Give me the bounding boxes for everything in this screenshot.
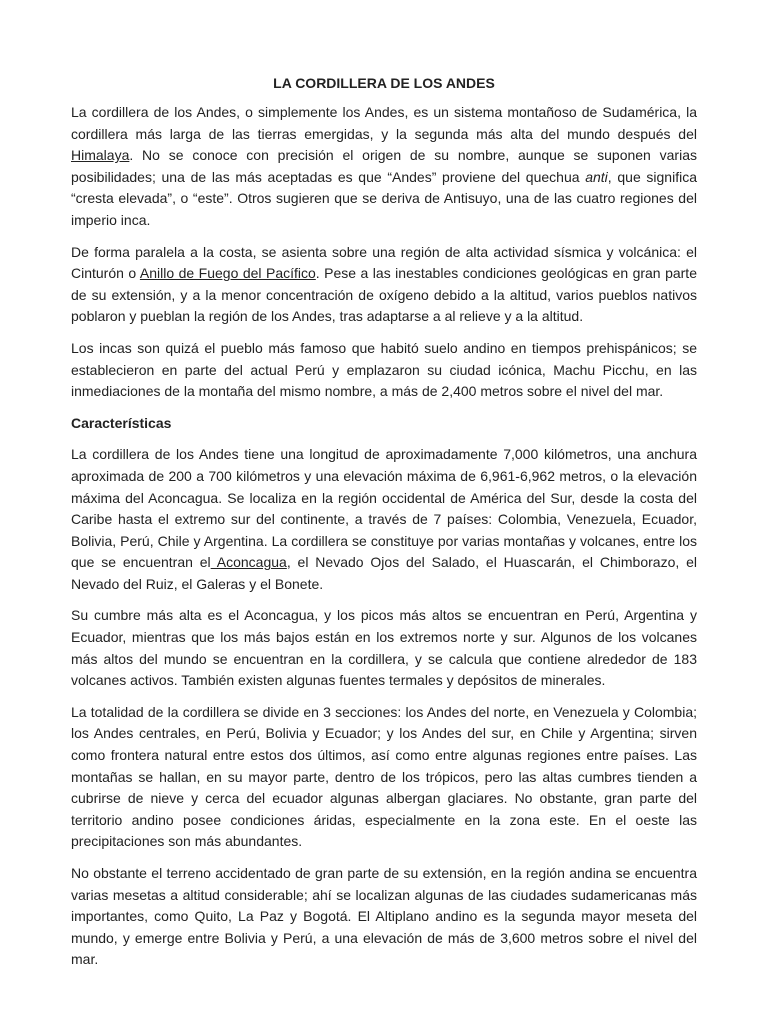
paragraph-text: La cordillera de los Andes tiene una longitud de aproximadamente 7,000 kilómetros, una anchura aproximada de 200 a 700 kilómetros y una elevación máxima de 6,961-6,962 metros, o la elevación máxima del Aconcagua. Se localiza en la región occidental de América del Sur, desde la costa del Caribe hasta el extremo sur del continente, a través de 7 países: Colombia, Venezuela, Ecuador, Bolivia, Perú, Chile y Argentina. La cordillera se constituye por varias montañas y volcanes, entre los que se encuentran el <box>71 446 697 571</box>
section-heading-caracteristicas: Características <box>71 414 172 431</box>
paragraph-summit: Su cumbre más alta es el Aconcagua, y los picos más altos se encuentran en Perú, Argentina y Ecuador, mientras que los más bajos están en los extremos norte y sur. Algunos de los volcanes más altos del mundo se encuentran en la cordillera, y se calcula que contiene alrededor de 183 volcanes activos. También existen algunas fuentes termales y depósitos de minerales. <box>71 607 697 689</box>
link-himalaya[interactable]: Himalaya <box>71 147 130 164</box>
paragraph-dimensions <box>71 444 697 595</box>
paragraph-text: , el Nevado Ojos del Salado, el Huascarán, el Chimborazo, el Nevado del Ruiz, el Galeras y el Bonete. <box>71 554 698 592</box>
paragraph-sections: La totalidad de la cordillera se divide en 3 secciones: los Andes del norte, en Venezuela y Colombia; los Andes centrales, en Perú, Bolivia y Ecuador; y los Andes del sur, en Chile y Argentina; sirven como frontera natural entre estos dos últimos, así como entre algunas regiones entre países. Las montañas se hallan, en su mayor parte, dentro de los trópicos, pero las altas cumbres tienden a cubrirse de nieve y cerca del ecuador algunas albergan glaciares. No obstante, gran parte del territorio andino posee condiciones áridas, especialmente en la zona este. En el oeste las precipitaciones son más abundantes. <box>71 703 697 850</box>
paragraph-geology <box>71 242 697 328</box>
document-page <box>71 73 697 981</box>
document-title: LA CORDILLERA DE LOS ANDES <box>273 75 495 91</box>
paragraph-text: . Pese a las inestables condiciones geológicas en gran parte de su extensión, y a la menor concentración de oxígeno debido a la altitud, varios pueblos nativos poblaron y pueblan la región de los Andes, tras adaptarse a al relieve y a la altitud. <box>71 265 697 325</box>
italic-word-anti: anti <box>585 168 608 185</box>
paragraph-incas: Los incas son quizá el pueblo más famoso que habitó suelo andino en tiempos prehispánicos; se establecieron en parte del actual Perú y emplazaron su ciudad icónica, Machu Picchu, en las inmediaciones de la montaña del mismo nombre, a más de 2,400 metros sobre el nivel del mar. <box>71 339 697 400</box>
paragraph-plateaus: No obstante el terreno accidentado de gran parte de su extensión, en la región andina se encuentra varias mesetas a altitud considerable; ahí se localizan algunas de las ciudades sudamericanas más importantes, como Quito, La Paz y Bogotá. El Altiplano andino es la segunda mayor meseta del mundo, y emerge entre Bolivia y Perú, a una elevación de más de 3,600 metros sobre el nivel del mar. <box>71 865 697 968</box>
paragraph-text: De forma paralela a la costa, se asienta sobre una región de alta actividad sísmica y volcánica: el Cinturón o <box>71 243 697 282</box>
paragraph-text: La cordillera de los Andes, o simplemente los Andes, es un sistema montañoso de Sudamérica, la cordillera más larga de las tierras emergidas, y la segunda más alta del mundo después del <box>71 104 697 142</box>
link-aconcagua[interactable]: Aconcagua <box>210 554 287 571</box>
paragraph-text: , que significa “cresta elevada”, o “este”. Otros sugieren que se deriva de Antisuyo, una de las cuatro regiones del imperio inca. <box>71 168 697 228</box>
link-anillo-de-fuego[interactable]: Anillo de Fuego del Pacífico <box>139 265 316 282</box>
paragraph-text: . No se conoce con precisión el origen de su nombre, aunque se suponen varias posibilidades; una de las más aceptadas es que “Andes” proviene del quechua <box>71 147 697 185</box>
paragraph-intro <box>71 102 697 232</box>
